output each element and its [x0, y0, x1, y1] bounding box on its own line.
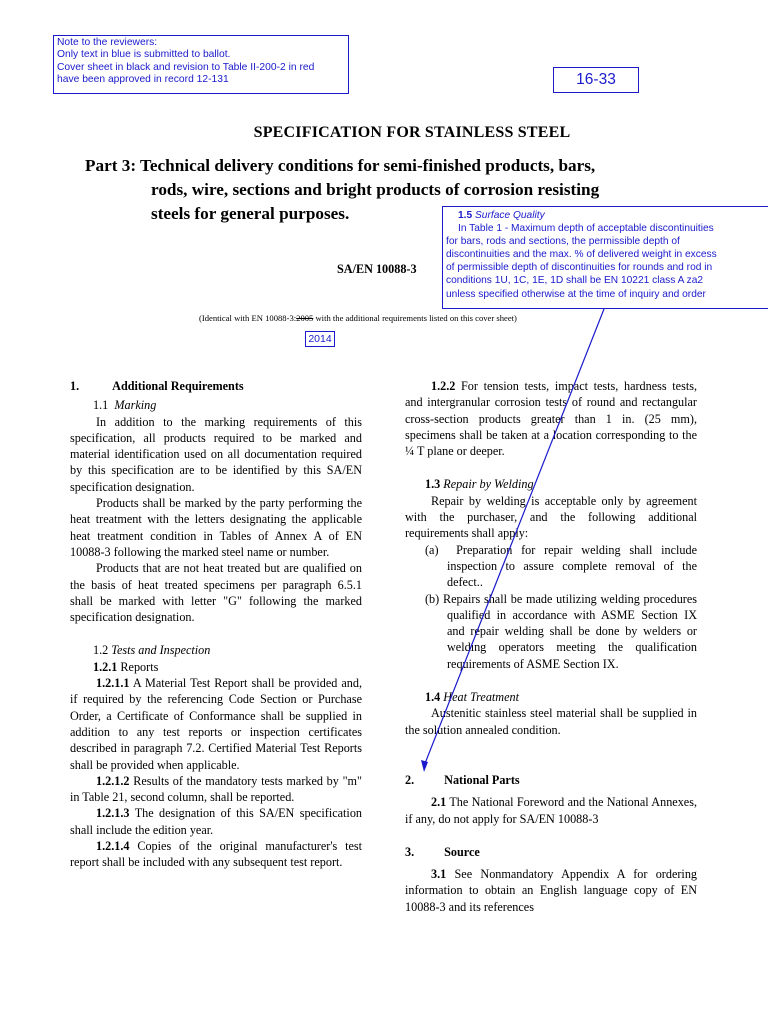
section-heading: Source: [444, 844, 480, 859]
box-line: of permissible depth of discontinuities for rounds and rod in: [446, 262, 713, 274]
right-column: 1.2.2 For tension tests, impact tests, hardness tests, and intergranular corrosion tests of round and rectangular cross-section products greater than 1 in. (25 mm), specimens shall be taken at a location corresponding to the ¼ T plane or deeper. 1.3 Repair by Welding Repair by welding is acceptable only by agreement with the purchaser, and the following additional requirements shall apply: (a) Preparation for repair welding shall include inspection to assure complete removal of the defect.. (b) Repairs shall be made utilizing welding procedures qualified in accordance with ASME Section IX and repair welding shall be done by welders or welding operators meeting the qualification requirements of ASME Section IX. 1.4 Heat Treatment Austenitic stainless steel material shall be supplied in the solution annealed condition. 2. National Parts 2.1 The National Foreword and the National Annexes, if any, do not apply for SA/EN 10088-3 3. Source 3.1 See Nonmandatory Appendix A for ordering information to obtain an English language copy of EN 10088-3 and its references: [405, 379, 698, 914]
box-line: conditions 1U, 1C, 1E, 1D shall be EN 10221 class A za2: [446, 275, 704, 287]
section-number: 1.5: [458, 210, 473, 221]
section-number: 3.: [405, 844, 415, 859]
paragraph: 1.2.1.1 A Material Test Report shall be provided and, if required by the referencing Code Section or Purchase Order, a Certificate of Conformance shall be supplied in addition to any test reports or inspection certificates described in paragraph 7.2. Certified Material Test Reports shall be provided when applicable.: [70, 676, 363, 772]
paragraph: 3.1 See Nonmandatory Appendix A for ordering information to obtain an English language copy of EN 10088-3 and its references: [405, 867, 698, 914]
paragraph: 1.2.1.3 The designation of this SA/EN specification shall include the edition year.: [70, 806, 363, 837]
subsection-heading: Tests and Inspection: [111, 643, 211, 658]
paragraph: Repair by welding is acceptable only by agreement with the purchaser, and the following additional requirements shall apply:: [405, 493, 697, 541]
paragraph: Austenitic stainless steel material shall be supplied in the solution annealed condition.: [405, 706, 697, 737]
left-column: 1. Additional Requirements 1.1 Marking In addition to the marking requirements of this specification, all products required to be marked and material identification used on all documentation required by this specification are to be identified by this SA/EN specification designation. Products shall be marked by the party performing the heat treatment with the letters designating the applicable heat treatment condition in Tables of Annex A of EN 10088-3 following the marked steel name or number. Products that are not heat treated but are qualified on the basis of heat treated specimens per paragraph 6.5.1 shall be marked with letter "G" following the marked specification designation. 1.2 Tests and Inspection 1.2.1 Reports 1.2.1.1 A Material Test Report shall be provided and, if required by the referencing Code Section or Purchase Order, a Certificate of Conformance shall be supplied in addition to any test reports or inspection certificates described in paragraph 7.2. Certified Material Test Reports shall be provided when applicable. 1.2.1.2 Results of the mandatory tests marked by "m" in Table 21, second column, shall be reported. 1.2.1.3 The designation of this SA/EN specification shall include the edition year. 1.2.1.4 Copies of the original manufacturer's test report shall be included with any subsequent test report.: [70, 379, 363, 870]
box-line: for bars, rods and sections, the permissible depth of: [446, 236, 680, 248]
section-number: 1.: [70, 379, 80, 393]
surface-quality-box: [442, 206, 768, 309]
part-title-line-3: steels for general purposes.: [151, 204, 350, 223]
identical-note: (Identical with EN 10088-3:2005 with the additional requirements listed on this cover sheet): [199, 313, 517, 323]
paragraph: 2.1 The National Foreword and the National Annexes, if any, do not apply for SA/EN 10088-3: [405, 795, 698, 826]
note-line: have been approved in record 12-131: [57, 73, 229, 85]
subsection-heading: Surface Quality: [475, 210, 545, 221]
box-line: In Table 1 - Maximum depth of acceptable discontinuities: [458, 223, 714, 235]
box-line: unless specified otherwise at the time of inquiry and order: [446, 288, 706, 300]
subsection-heading: Marking: [114, 398, 157, 413]
struck-year: 2005: [296, 313, 314, 323]
document-title: SPECIFICATION FOR STAINLESS STEEL: [253, 124, 571, 141]
paragraph: 1.2.2 For tension tests, impact tests, hardness tests, and intergranular corrosion tests of round and rectangular cross-section products greater than 1 in. (25 mm), specimens shall be taken at a location corresponding to the ¼ T plane or deeper.: [405, 379, 698, 459]
paragraph: Products shall be marked by the party performing the heat treatment with the letters designating the applicable heat treatment condition in Tables of Annex A of EN 10088-3 following the marked steel name or number.: [70, 496, 362, 559]
page-number-box: 16-33: [553, 67, 639, 93]
standard-number: SA/EN 10088-3: [337, 262, 417, 276]
section-heading: National Parts: [444, 772, 520, 787]
subsection-heading: Heat Treatment: [443, 690, 519, 705]
paragraph: In addition to the marking requirements of this specification, all products required to be marked and material identification used on all documentation required by this specification are to be identified by this SA/EN specification designation.: [70, 414, 362, 494]
section-heading: Additional Requirements: [112, 379, 244, 393]
list-item: (b) Repairs shall be made utilizing welding procedures qualified in accordance with ASME Section IX and repair welding shall be done by welders or welding operators meeting the qualification requirements of ASME Section IX.: [425, 591, 698, 671]
box-line: discontinuities and the max. % of delivered weight in excess: [446, 249, 717, 261]
list-item: (a) Preparation for repair welding shall include inspection to assure complete removal of the defect..: [425, 542, 698, 590]
paragraph: 1.2.1.4 Copies of the original manufacturer's test report shall be included with any subsequent test report.: [70, 839, 362, 870]
note-line: Cover sheet in black and revision to Table II-200-2 in red: [57, 61, 315, 73]
new-year-box: 2014: [305, 331, 335, 347]
part-title-line-1: Part 3: Technical delivery conditions for semi-finished products, bars,: [85, 156, 596, 175]
subsection-heading: Repair by Welding: [443, 477, 534, 492]
paragraph: Products that are not heat treated but are qualified on the basis of heat treated specimens per paragraph 6.5.1 shall be marked with letter "G" following the marked specification designation.: [70, 561, 362, 625]
note-line: Only text in blue is submitted to ballot.: [57, 49, 231, 61]
section-number: 2.: [405, 772, 415, 787]
part-title-line-2: rods, wire, sections and bright products of corrosion resisting: [151, 180, 600, 199]
note-line: Note to the reviewers:: [57, 37, 158, 48]
paragraph: 1.2.1.2 Results of the mandatory tests marked by "m" in Table 21, second column, shall be reported.: [70, 773, 362, 805]
